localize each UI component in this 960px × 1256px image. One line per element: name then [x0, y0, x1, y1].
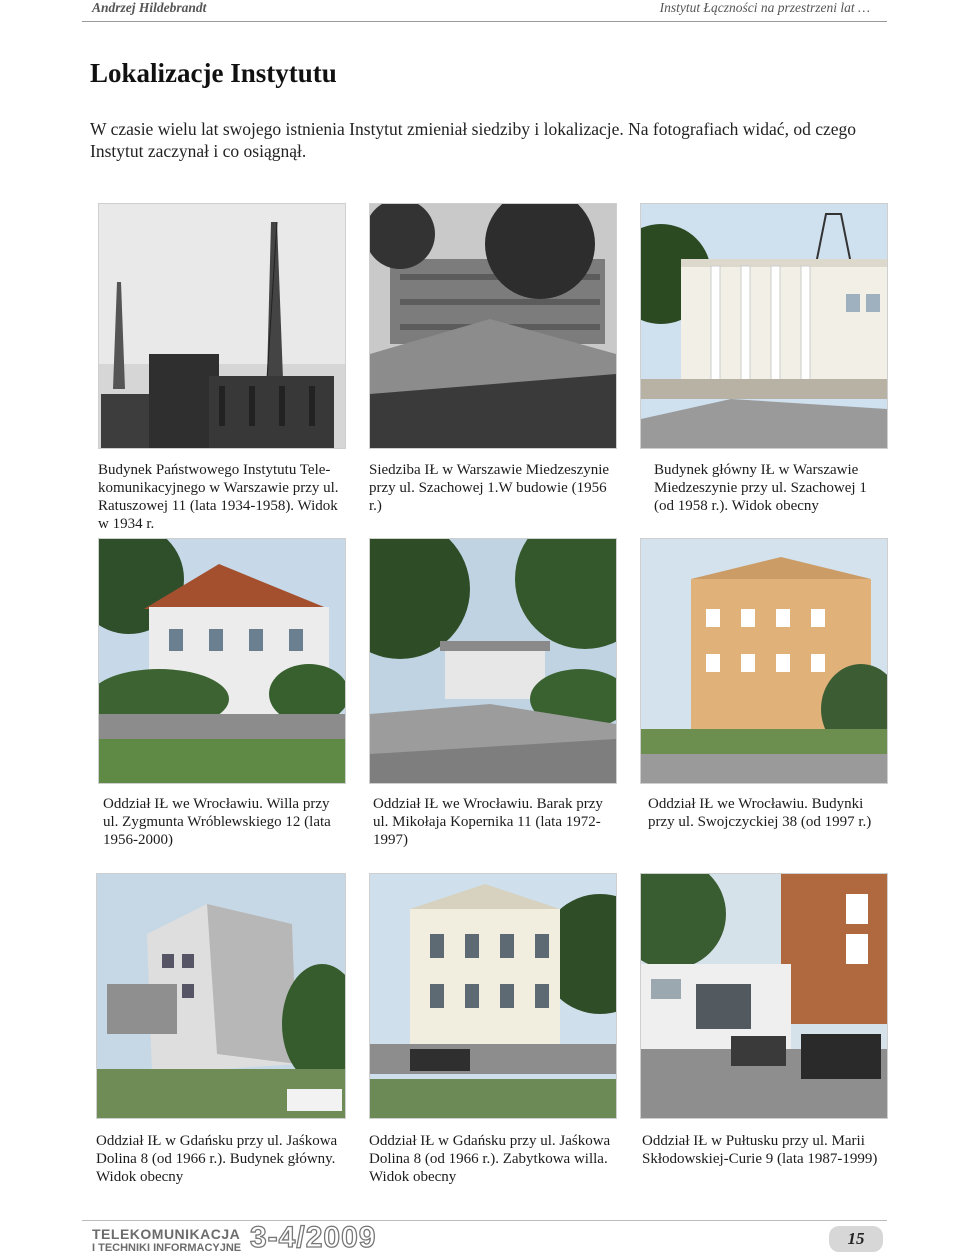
header-running-title: Instytut Łączności na przestrzeni lat … [659, 0, 870, 15]
section-title: Lokalizacje Instytutu [90, 58, 337, 88]
caption-gdansk-main: Oddział IŁ w Gdańsku przy ul. Jaśkowa Dolina 8 (od 1966 r.). Budynek główny. Widok obecny [96, 1133, 338, 1185]
caption-swojczycka: Oddział IŁ we Wrocławiu. Budynki przy ul. Swojczyckiej 38 (od 1997 r.) [648, 796, 872, 830]
caption-gdansk-villa: Oddział IŁ w Gdańsku przy ul. Jaśkowa Dolina 8 (od 1966 r.). Zabytkowa willa. Widok obecny [369, 1133, 611, 1185]
caption-wroblewskiego-villa: Oddział IŁ we Wrocławiu. Willa przy ul. Zygmunta Wróblewskiego 12 (lata 1956-2000) [103, 796, 331, 848]
photo-szachowa-1956 [369, 203, 617, 449]
caption-szachowa-present: Budynek główny IŁ w Warszawie Miedzeszynie przy ul. Szachowej 1 (od 1958 r.). Widok obecny [654, 462, 867, 514]
running-header [0, 0, 960, 22]
issue-number: 3-4/2009 [250, 1221, 377, 1254]
photo-szachowa-present [640, 203, 888, 449]
caption-ratuszowa-1934: Budynek Państwowego Instytutu Tele-komunikacyjnego w Warszawie przy ul. Ratuszowej 11 (lata 1934-1958). Widok w 1934 r. [98, 462, 339, 532]
header-author: Andrzej Hildebrandt [92, 0, 207, 15]
photo-kopernika-barrack [369, 538, 617, 784]
caption-kopernika-barrack: Oddział IŁ we Wrocławiu. Barak przy ul. Mikołaja Kopernika 11 (lata 1972-1997) [373, 796, 603, 848]
photo-gdansk-main [96, 873, 346, 1119]
header-rule [82, 21, 887, 22]
photo-ratuszowa-1934 [98, 203, 346, 449]
caption-pultusk: Oddział IŁ w Pułtusku przy ul. Marii Skłodowskiej-Curie 9 (lata 1987-1999) [642, 1133, 878, 1167]
photo-pultusk [640, 873, 888, 1119]
journal-name-line2: I TECHNIKI INFORMACYJNE [92, 1242, 242, 1254]
journal-name-line1: TELEKOMUNIKACJA [92, 1226, 241, 1242]
photo-swojczycka [640, 538, 888, 784]
intro-paragraph: W czasie wielu lat swojego istnienia Instytut zmieniał siedziby i lokalizacje. Na fotografiach widać, od czego Instytut zaczynał i co osiągnął. [90, 119, 857, 161]
page-number: 15 [829, 1226, 883, 1252]
footer-rule [82, 1220, 887, 1221]
caption-szachowa-1956: Siedziba IŁ w Warszawie Miedzeszynie przy ul. Szachowej 1.W budowie (1956 r.) [369, 462, 610, 514]
photo-wroblewskiego-villa [98, 538, 346, 784]
photo-gdansk-villa [369, 873, 617, 1119]
